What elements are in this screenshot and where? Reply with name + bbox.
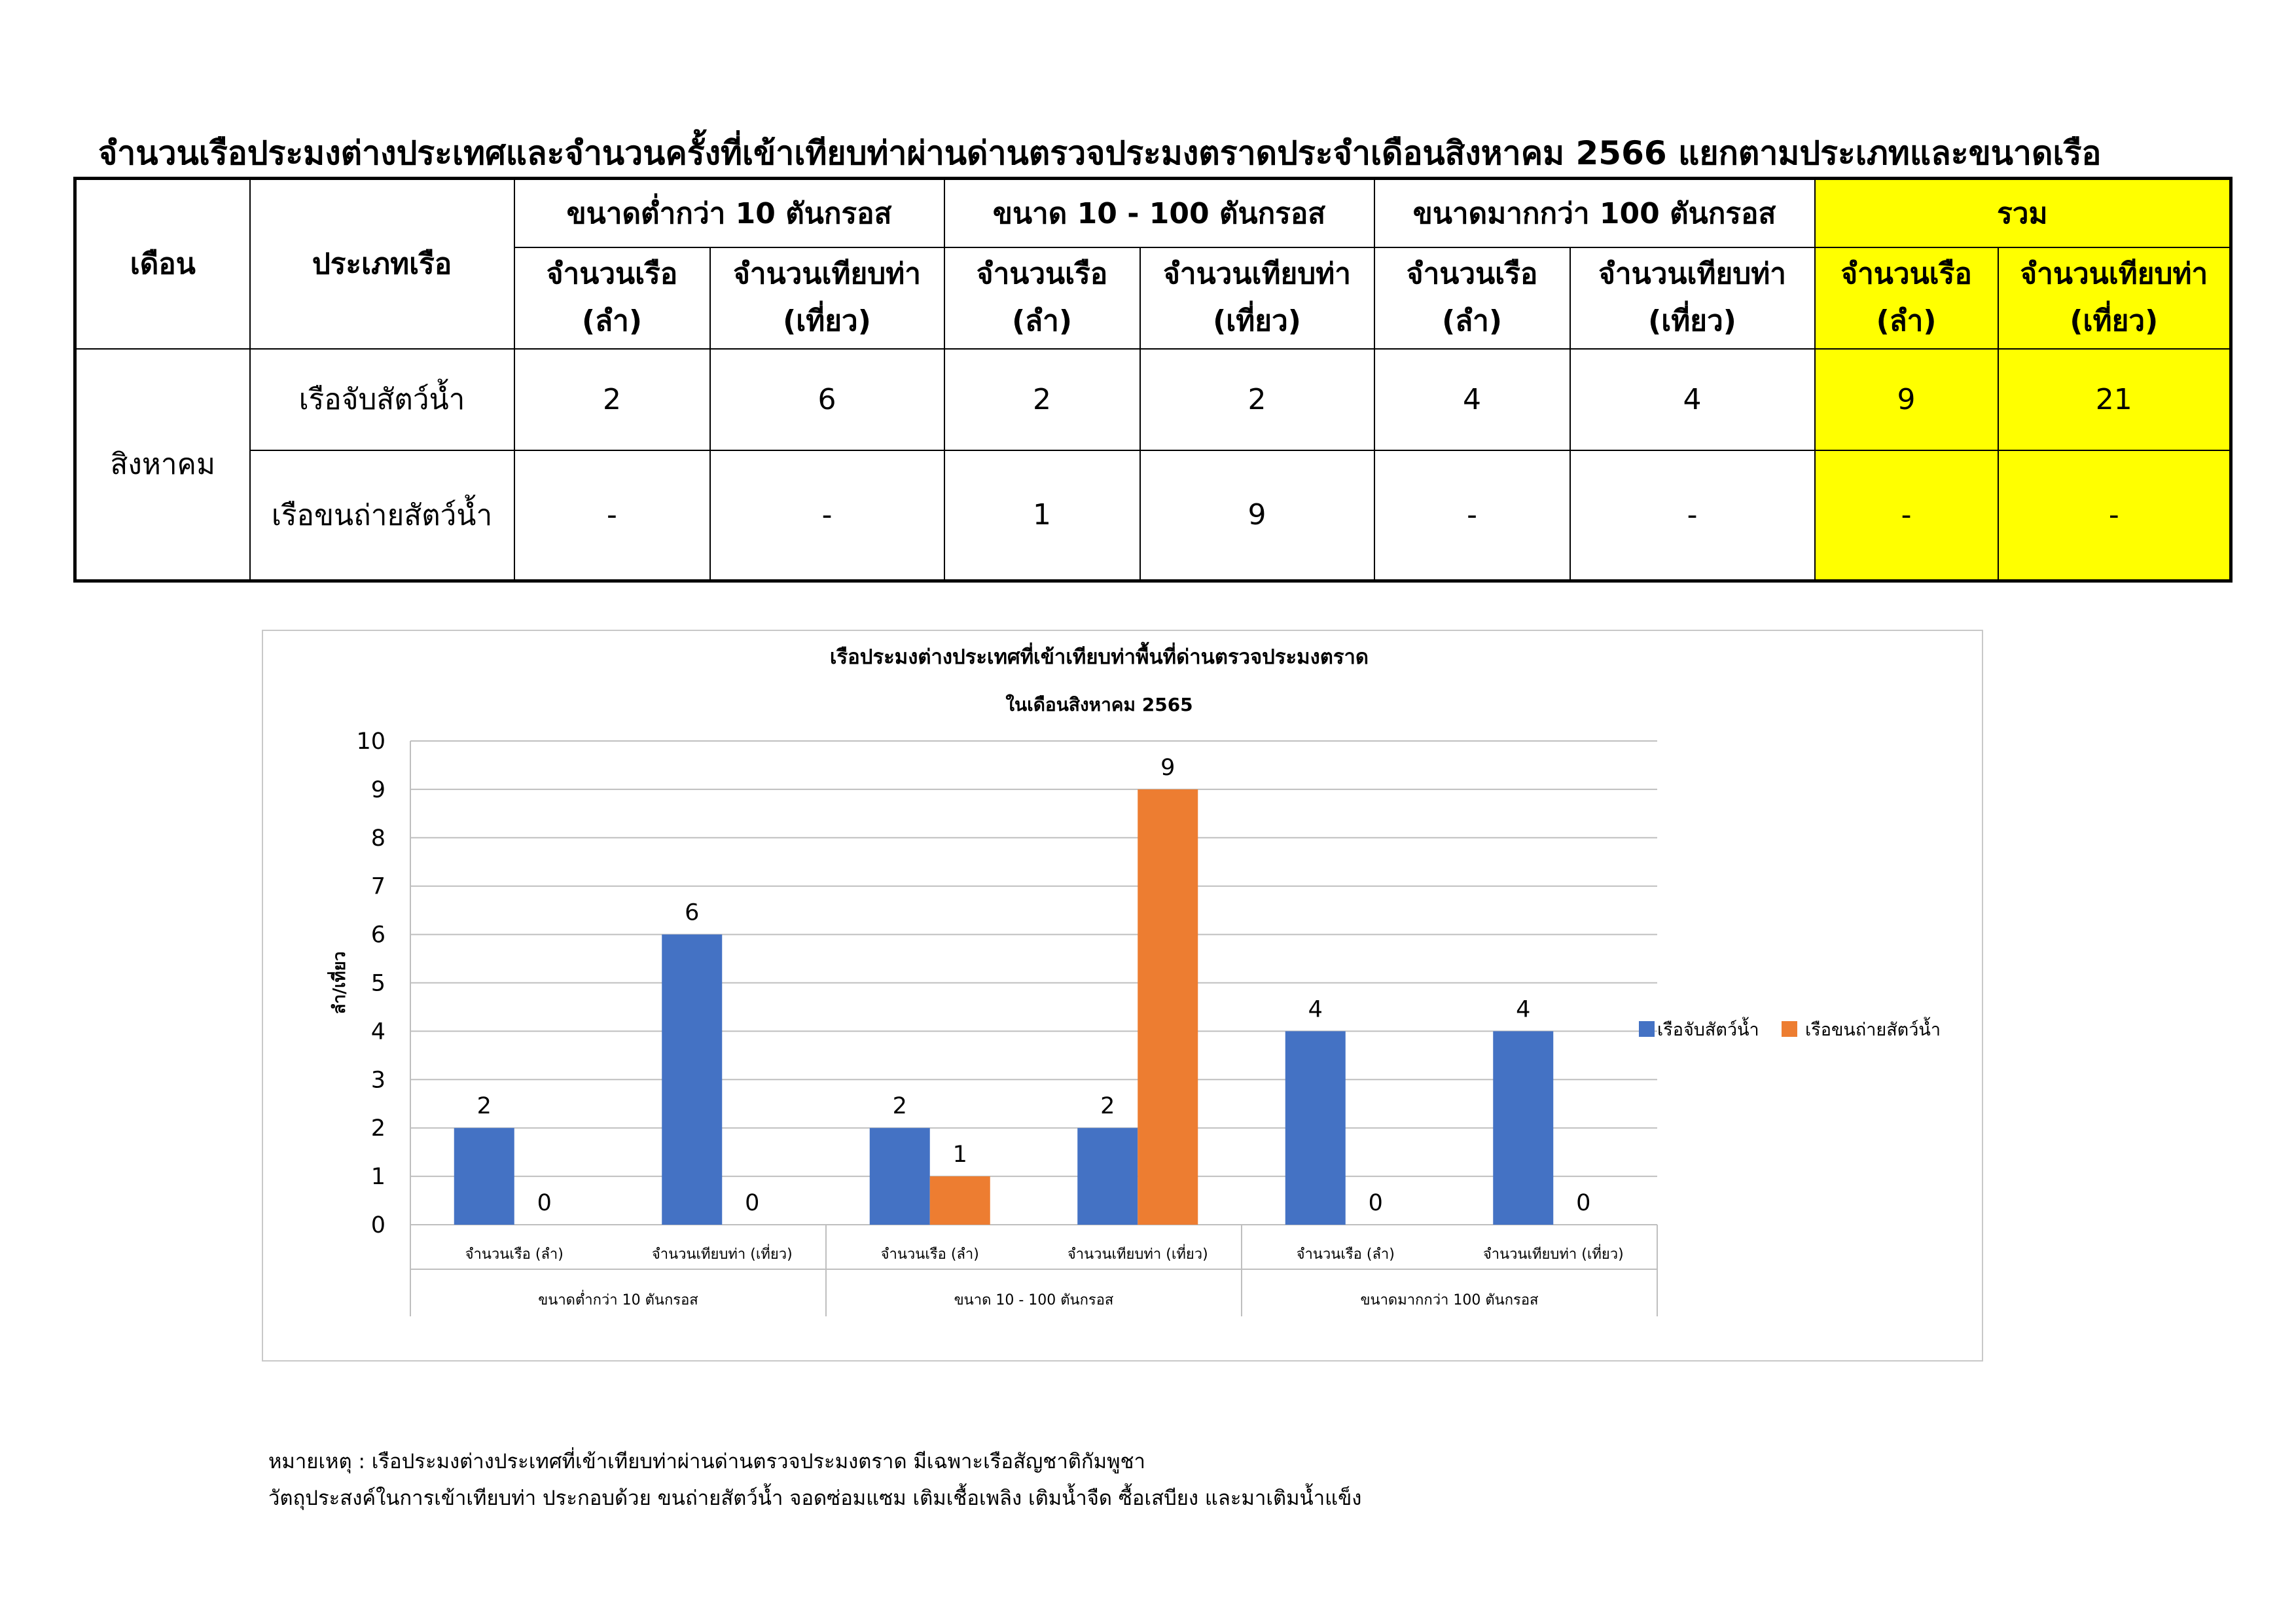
- y-tick-label: 7: [370, 873, 386, 900]
- bar-fishing: [1493, 1031, 1553, 1225]
- table-row: [75, 349, 2231, 450]
- subheader-trips: [710, 247, 944, 349]
- legend-label-fishing: เรือจับสัตว์น้ำ: [1657, 1020, 1759, 1040]
- note-line-2: วัตถุประสงค์ในการเข้าเทียบท่า ประกอบด้วย ขนถ่ายสัตว์น้ำ จอดซ่อมแซม เติมเชื้อเพลิง เติมน้ำจืด ซื้อเสบียง และมาเติมน้ำแข็ง: [268, 1487, 1362, 1510]
- data-label: 4: [1308, 996, 1323, 1023]
- bar-fishing: [662, 935, 722, 1225]
- subheader-trips: [1140, 247, 1374, 349]
- header-group-total: รวม: [1815, 179, 2231, 247]
- data-label: 0: [1368, 1190, 1383, 1216]
- data-label: 2: [1100, 1093, 1115, 1120]
- value-cell: 9: [1140, 450, 1374, 581]
- data-label: 2: [892, 1093, 907, 1120]
- chart-title-line-1: เรือประมงต่างประเทศที่เข้าเทียบท่าพื้นที่ด่านตรวจประมงตราด: [829, 645, 1369, 669]
- y-tick-label: 4: [370, 1019, 386, 1045]
- data-label: 1: [952, 1142, 967, 1168]
- type-cell: เรือขนถ่ายสัตว์น้ำ: [250, 450, 514, 581]
- bar-fishing: [454, 1128, 514, 1225]
- subheader-trips: [1998, 247, 2231, 349]
- subheader-line-1: จำนวนเรือ: [976, 257, 1108, 291]
- notes: [268, 1443, 1361, 1517]
- data-label: 6: [685, 899, 700, 926]
- y-tick-label: 9: [370, 776, 386, 803]
- x-tick-label: จำนวนเทียบท่า (เที่ยว): [1482, 1246, 1624, 1263]
- header-group-small: ขนาดต่ำกว่า 10 ตันกรอส: [514, 179, 944, 247]
- subheader-line-1: จำนวนเทียบท่า: [733, 257, 921, 291]
- y-tick-label: 5: [370, 970, 386, 997]
- bar-fishing: [1077, 1128, 1138, 1225]
- subheader-boats: [1374, 247, 1570, 349]
- legend-swatch-fishing: [1639, 1021, 1655, 1037]
- value-cell: 4: [1570, 349, 1815, 450]
- subheader-boats: [944, 247, 1140, 349]
- x-tick-label: จำนวนเรือ (ลำ): [880, 1246, 979, 1263]
- value-cell: -: [514, 450, 710, 581]
- y-tick-label: 2: [370, 1115, 386, 1142]
- subheader-line-2: (เที่ยว): [1213, 304, 1301, 338]
- y-tick-label: 6: [370, 922, 386, 948]
- value-cell: 9: [1815, 349, 1998, 450]
- header-type: ประเภทเรือ: [250, 179, 514, 349]
- bar-chart: [263, 631, 1984, 1363]
- chart-title-line-2: ในเดือนสิงหาคม 2565: [1005, 694, 1193, 715]
- value-cell: 2: [944, 349, 1140, 450]
- group-label: ขนาดต่ำกว่า 10 ตันกรอส: [538, 1292, 698, 1308]
- value-cell: -: [1374, 450, 1570, 581]
- bar-fishing: [1285, 1031, 1346, 1225]
- x-tick-label: จำนวนเทียบท่า (เที่ยว): [651, 1246, 793, 1263]
- value-cell: 6: [710, 349, 944, 450]
- subheader-line-2: (เที่ยว): [783, 304, 871, 338]
- x-tick-label: จำนวนเทียบท่า (เที่ยว): [1067, 1246, 1208, 1263]
- x-tick-label: จำนวนเรือ (ลำ): [465, 1246, 564, 1263]
- subheader-line-1: จำนวนเทียบท่า: [1163, 257, 1351, 291]
- data-table: [73, 177, 2233, 583]
- subheader-line-1: จำนวนเรือ: [546, 257, 678, 291]
- bar-transshipment: [1138, 789, 1198, 1225]
- header-group-medium: ขนาด 10 - 100 ตันกรอส: [944, 179, 1374, 247]
- page-title: จำนวนเรือประมงต่างประเทศและจำนวนครั้งที่เข้าเทียบท่าผ่านด่านตรวจประมงตราดประจำเดือนสิงหาคม 2566 แยกตามประเภทและขนาดเรือ: [98, 134, 2102, 172]
- bar-transshipment: [930, 1176, 990, 1225]
- value-cell: 2: [514, 349, 710, 450]
- value-cell: 21: [1998, 349, 2231, 450]
- subheader-boats: [1815, 247, 1998, 349]
- chart-frame: [262, 630, 1983, 1362]
- legend-label-transshipment: เรือขนถ่ายสัตว์น้ำ: [1805, 1020, 1941, 1040]
- y-axis-label: ลำ/เที่ยว: [330, 951, 350, 1015]
- subheader-line-2: (ลำ): [1876, 304, 1937, 338]
- subheader-line-1: จำนวนเทียบท่า: [2020, 257, 2208, 291]
- note-line-1: หมายเหตุ : เรือประมงต่างประเทศที่เข้าเทียบท่าผ่านด่านตรวจประมงตราด มีเฉพาะเรือสัญชาติกัมพูชา: [268, 1450, 1145, 1473]
- month-cell: สิงหาคม: [75, 349, 250, 581]
- subheader-line-2: (ลำ): [1012, 304, 1072, 338]
- subheader-line-2: (ลำ): [582, 304, 642, 338]
- value-cell: -: [1815, 450, 1998, 581]
- value-cell: -: [1570, 450, 1815, 581]
- data-label: 2: [476, 1093, 492, 1120]
- group-label: ขนาด 10 - 100 ตันกรอส: [954, 1292, 1114, 1308]
- subheader-line-2: (เที่ยว): [1648, 304, 1736, 338]
- subheader-line-2: (ลำ): [1442, 304, 1502, 338]
- data-label: 0: [537, 1190, 552, 1216]
- subheader-line-2: (เที่ยว): [2070, 304, 2159, 338]
- y-tick-label: 3: [370, 1067, 386, 1094]
- group-label: ขนาดมากกว่า 100 ตันกรอส: [1360, 1292, 1539, 1308]
- data-label: 0: [1576, 1190, 1591, 1216]
- data-label: 9: [1160, 754, 1175, 781]
- subheader-line-1: จำนวนเทียบท่า: [1598, 257, 1786, 291]
- y-tick-label: 10: [356, 729, 386, 755]
- value-cell: 2: [1140, 349, 1374, 450]
- table-row: [75, 450, 2231, 581]
- subheader-boats: [514, 247, 710, 349]
- y-tick-label: 0: [370, 1212, 386, 1238]
- type-cell: เรือจับสัตว์น้ำ: [250, 349, 514, 450]
- subheader-line-1: จำนวนเรือ: [1840, 257, 1972, 291]
- header-month: เดือน: [75, 179, 250, 349]
- bar-fishing: [870, 1128, 930, 1225]
- subheader-trips: [1570, 247, 1815, 349]
- data-label: 4: [1516, 996, 1531, 1023]
- value-cell: 4: [1374, 349, 1570, 450]
- header-group-large: ขนาดมากกว่า 100 ตันกรอส: [1374, 179, 1815, 247]
- subheader-line-1: จำนวนเรือ: [1406, 257, 1538, 291]
- x-tick-label: จำนวนเรือ (ลำ): [1296, 1246, 1395, 1263]
- y-tick-label: 8: [370, 825, 386, 852]
- data-label: 0: [745, 1190, 760, 1216]
- value-cell: -: [710, 450, 944, 581]
- value-cell: 1: [944, 450, 1140, 581]
- y-tick-label: 1: [370, 1164, 386, 1191]
- value-cell: -: [1998, 450, 2231, 581]
- legend-swatch-transshipment: [1782, 1021, 1797, 1037]
